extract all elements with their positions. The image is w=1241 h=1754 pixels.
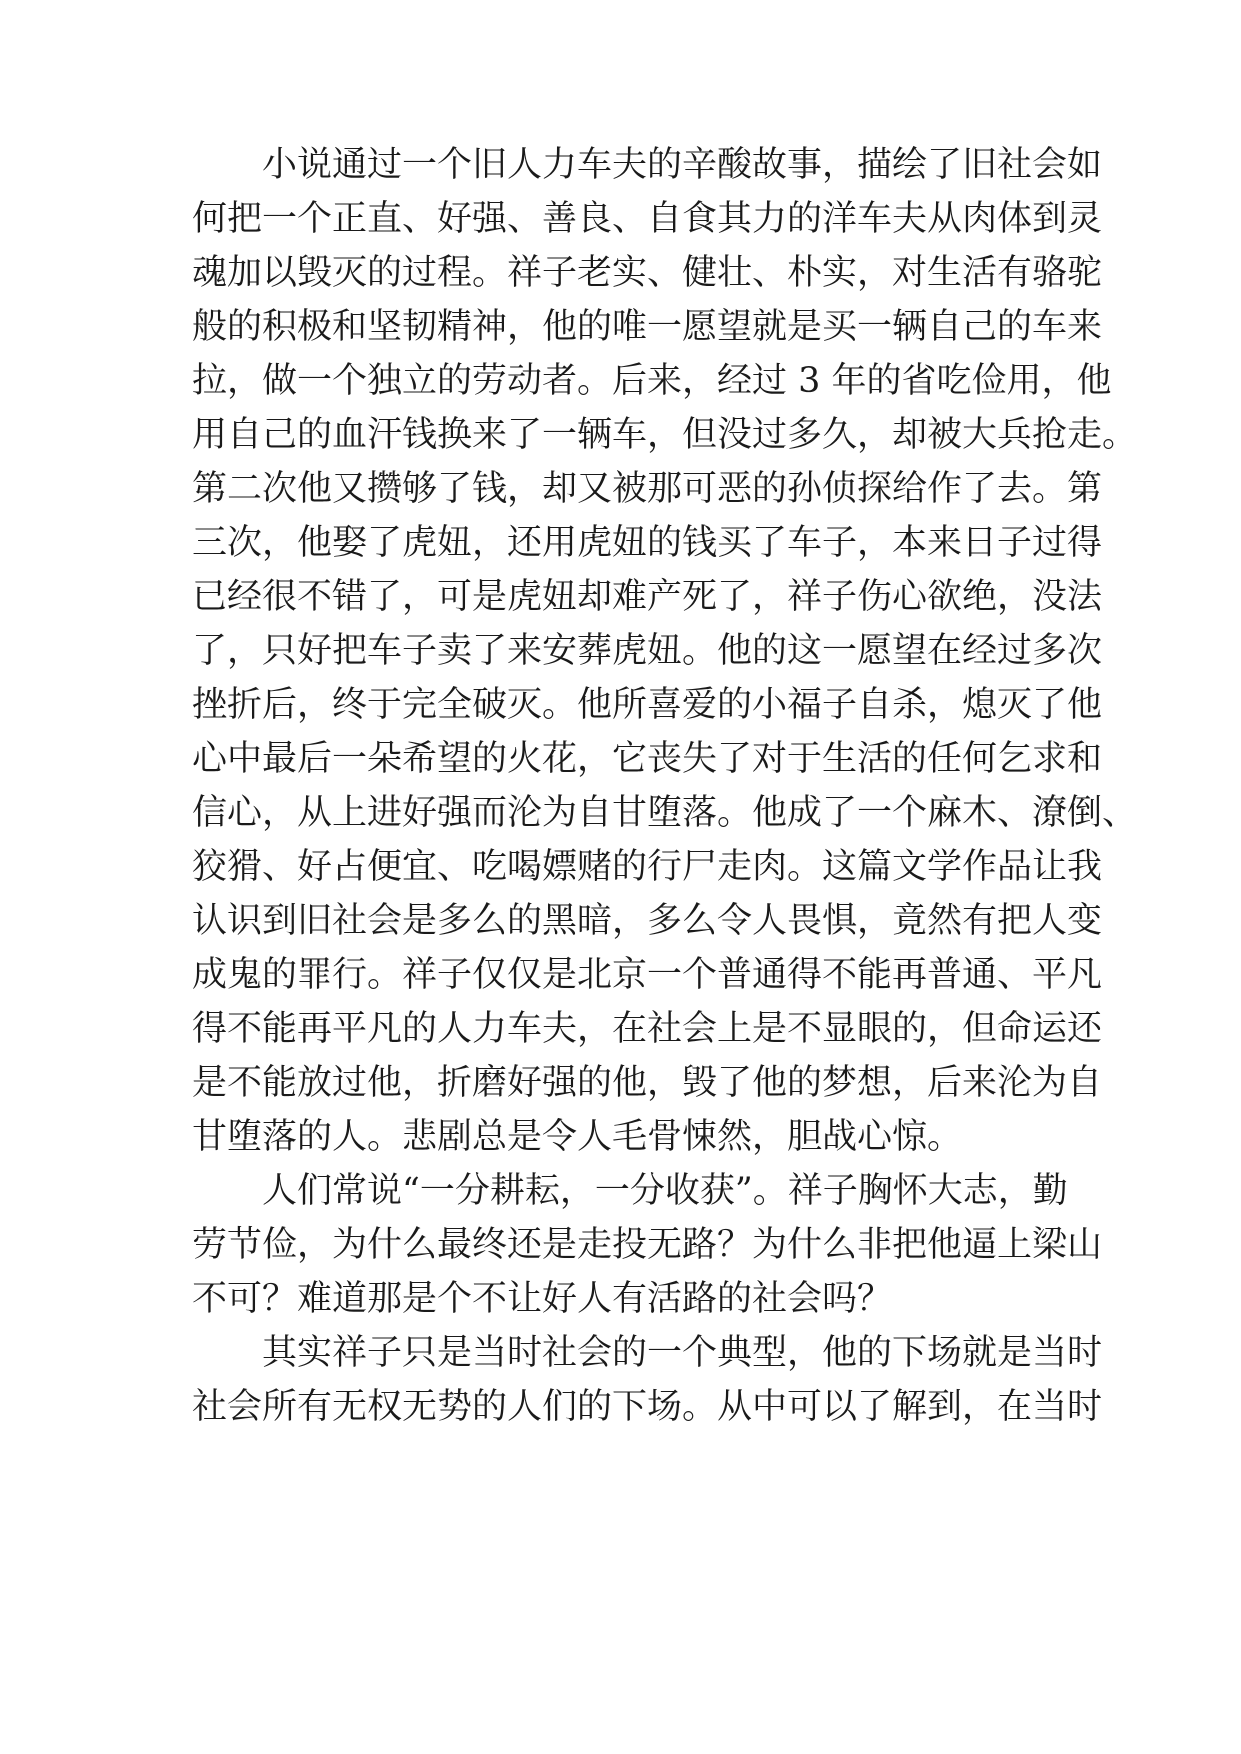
text-line: 认识到旧社会是多么的黑暗，多么令人畏惧，竟然有把人变 — [192, 901, 1103, 941]
text-line: 成鬼的罪行。祥子仅仅是北京一个普通得不能再普通、平凡 — [192, 955, 1103, 995]
text-line: 拉，做一个独立的劳动者。后来，经过 3 年的省吃俭用，他 — [192, 361, 1112, 401]
text-line: 人们常说“一分耕耘，一分收获”。祥子胸怀大志，勤 — [262, 1171, 1068, 1211]
text-line: 第二次他又攒够了钱，却又被那可恶的孙侦探给作了去。第 — [192, 469, 1103, 509]
text-line: 其实祥子只是当时社会的一个典型，他的下场就是当时 — [262, 1333, 1103, 1373]
text-line: 狡猾、好占便宜、吃喝嫖赌的行尸走肉。这篇文学作品让我 — [192, 847, 1103, 887]
text-line: 已经很不错了，可是虎妞却难产死了，祥子伤心欲绝，没法 — [192, 577, 1103, 617]
text-line: 甘堕落的人。悲剧总是令人毛骨悚然，胆战心惊。 — [192, 1117, 963, 1157]
text-line: 用自己的血汗钱换来了一辆车，但没过多久，却被大兵抢走。 — [192, 415, 1138, 455]
text-line: 不可？难道那是个不让好人有活路的社会吗？ — [192, 1279, 893, 1319]
text-line: 是不能放过他，折磨好强的他，毁了他的梦想，后来沦为自 — [192, 1063, 1103, 1103]
text-line: 何把一个正直、好强、善良、自食其力的洋车夫从肉体到灵 — [192, 199, 1103, 239]
text-line: 信心，从上进好强而沦为自甘堕落。他成了一个麻木、潦倒、 — [192, 793, 1138, 833]
text-line: 魂加以毁灭的过程。祥子老实、健壮、朴实，对生活有骆驼 — [192, 253, 1103, 293]
text-line: 了，只好把车子卖了来安葬虎妞。他的这一愿望在经过多次 — [192, 631, 1103, 671]
text-line: 社会所有无权无势的人们的下场。从中可以了解到，在当时 — [192, 1387, 1103, 1427]
text-line: 得不能再平凡的人力车夫，在社会上是不显眼的，但命运还 — [192, 1009, 1103, 1049]
text-line: 三次，他娶了虎妞，还用虎妞的钱买了车子，本来日子过得 — [192, 523, 1103, 563]
text-line: 挫折后，终于完全破灭。他所喜爱的小福子自杀，熄灭了他 — [192, 685, 1103, 725]
text-line: 般的积极和坚韧精神，他的唯一愿望就是买一辆自己的车来 — [192, 307, 1103, 347]
text-line: 劳节俭，为什么最终还是走投无路？为什么非把他逼上梁山 — [192, 1225, 1103, 1265]
text-line: 心中最后一朵希望的火花，它丧失了对于生活的任何乞求和 — [192, 739, 1103, 779]
text-line: 小说通过一个旧人力车夫的辛酸故事，描绘了旧社会如 — [262, 145, 1103, 185]
